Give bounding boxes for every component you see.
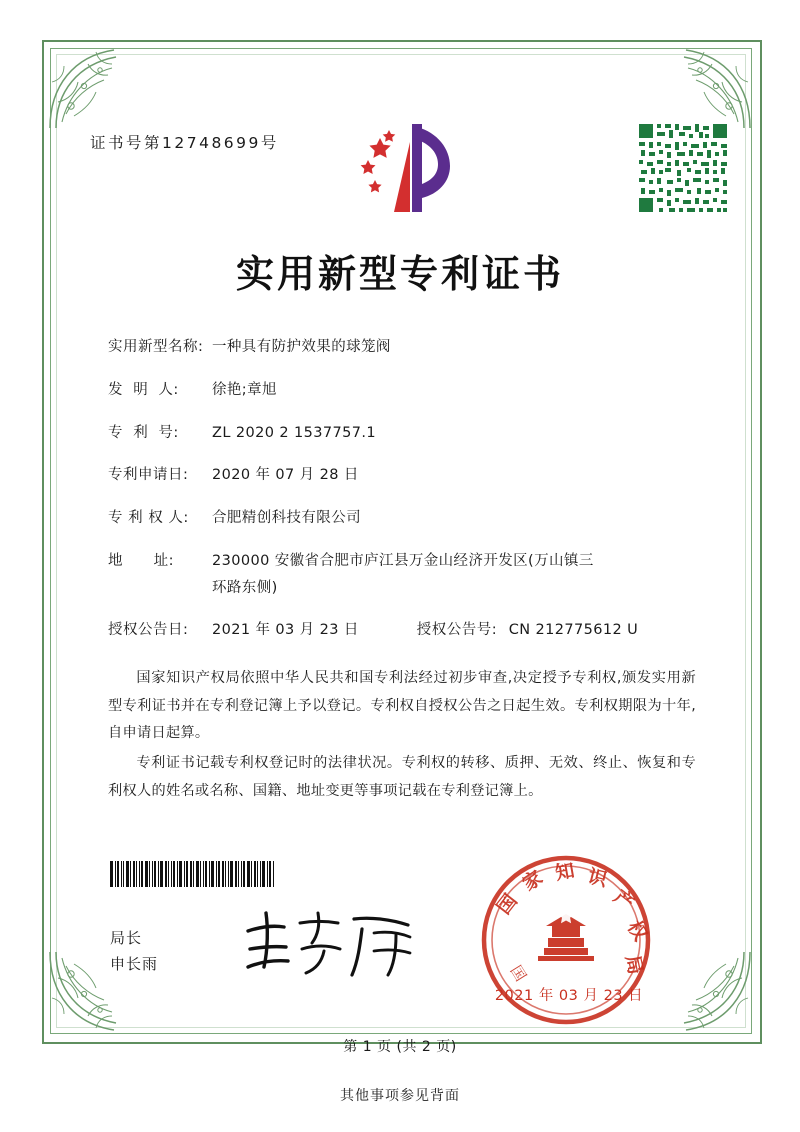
svg-text:知: 知	[553, 859, 577, 885]
svg-text:识: 识	[585, 865, 610, 892]
barcode-icon	[110, 861, 275, 887]
field-value: 徐艳;章旭	[212, 381, 277, 398]
field-inventor	[108, 380, 708, 402]
field-label: 实用新型名称:	[108, 339, 204, 355]
page-title: 实用新型专利证书	[235, 252, 564, 296]
svg-text:局: 局	[621, 953, 647, 977]
paragraph-2: 专利证书记载专利权登记时的法律状况。专利权的转移、质押、无效、终止、恢复和专利权人的姓名或名称、国籍、地址变更等事项记载在专利登记簿上。	[108, 755, 696, 799]
field-label: 授权公告日:	[108, 622, 189, 639]
field-patentee	[108, 508, 708, 530]
field-utility-model-name	[108, 337, 708, 359]
svg-text:国: 国	[506, 962, 530, 985]
field-label: 地 址:	[108, 552, 175, 569]
corner-ornament-icon	[664, 42, 756, 134]
body-paragraphs	[108, 665, 696, 807]
svg-text:国: 国	[492, 890, 522, 919]
field-label: 发 明 人:	[108, 381, 179, 398]
svg-text:权: 权	[622, 916, 652, 945]
qr-code-icon	[637, 122, 729, 214]
field-address	[108, 551, 708, 600]
cnipa-logo-icon	[350, 116, 458, 220]
field-application-date	[108, 465, 708, 487]
paragraph-1: 国家知识产权局依照中华人民共和国专利法经过初步审查,决定授予专利权,颁发实用新型专利证书并在专利登记簿上予以登记。专利权自授权公告之日起生效。专利权期限为十年,自申请日起算。	[108, 670, 696, 742]
field-value: 2021 年 03 月 23 日	[212, 622, 359, 639]
field-label: 专 利 号:	[108, 424, 179, 441]
page-indicator: 第 1 页 (共 2 页)	[343, 1039, 457, 1055]
corner-ornament-icon	[664, 946, 756, 1038]
field-value-line1: 230000 安徽省合肥市庐江县万金山经济开发区(万山镇三	[212, 552, 594, 569]
field-grant-date	[108, 620, 359, 642]
field-grant-row	[108, 620, 708, 642]
seal-date: 2021 年 03 月 23 日	[494, 988, 644, 1004]
field-value: 一种具有防护效果的球笼阀	[212, 339, 391, 355]
signature-block	[110, 925, 158, 978]
signature-name-label: 申长雨	[110, 955, 159, 974]
field-label: 授权公告号:	[416, 622, 498, 639]
field-patent-number	[108, 423, 708, 445]
field-list	[108, 337, 708, 663]
field-label: 专利申请日:	[108, 467, 189, 484]
handwritten-signature-icon	[238, 905, 428, 985]
field-value: ZL 2020 2 1537757.1	[212, 424, 376, 441]
field-value: 合肥精创科技有限公司	[212, 510, 361, 526]
certificate-number: 证书号第12748699号	[90, 134, 279, 152]
svg-text:产: 产	[609, 885, 638, 915]
corner-ornament-icon	[44, 42, 136, 134]
field-grant-publication-number	[417, 620, 638, 642]
footer-note: 其他事项参见背面	[340, 1088, 460, 1104]
field-value: CN 212775612 U	[508, 622, 639, 639]
field-value: 2020 年 07 月 28 日	[212, 467, 359, 484]
field-label: 专 利 权 人:	[108, 510, 189, 526]
svg-text:家: 家	[518, 866, 547, 896]
signature-role-label: 局长	[110, 929, 143, 947]
field-value	[212, 551, 708, 600]
field-value-line2: 环路东侧)	[212, 579, 278, 596]
